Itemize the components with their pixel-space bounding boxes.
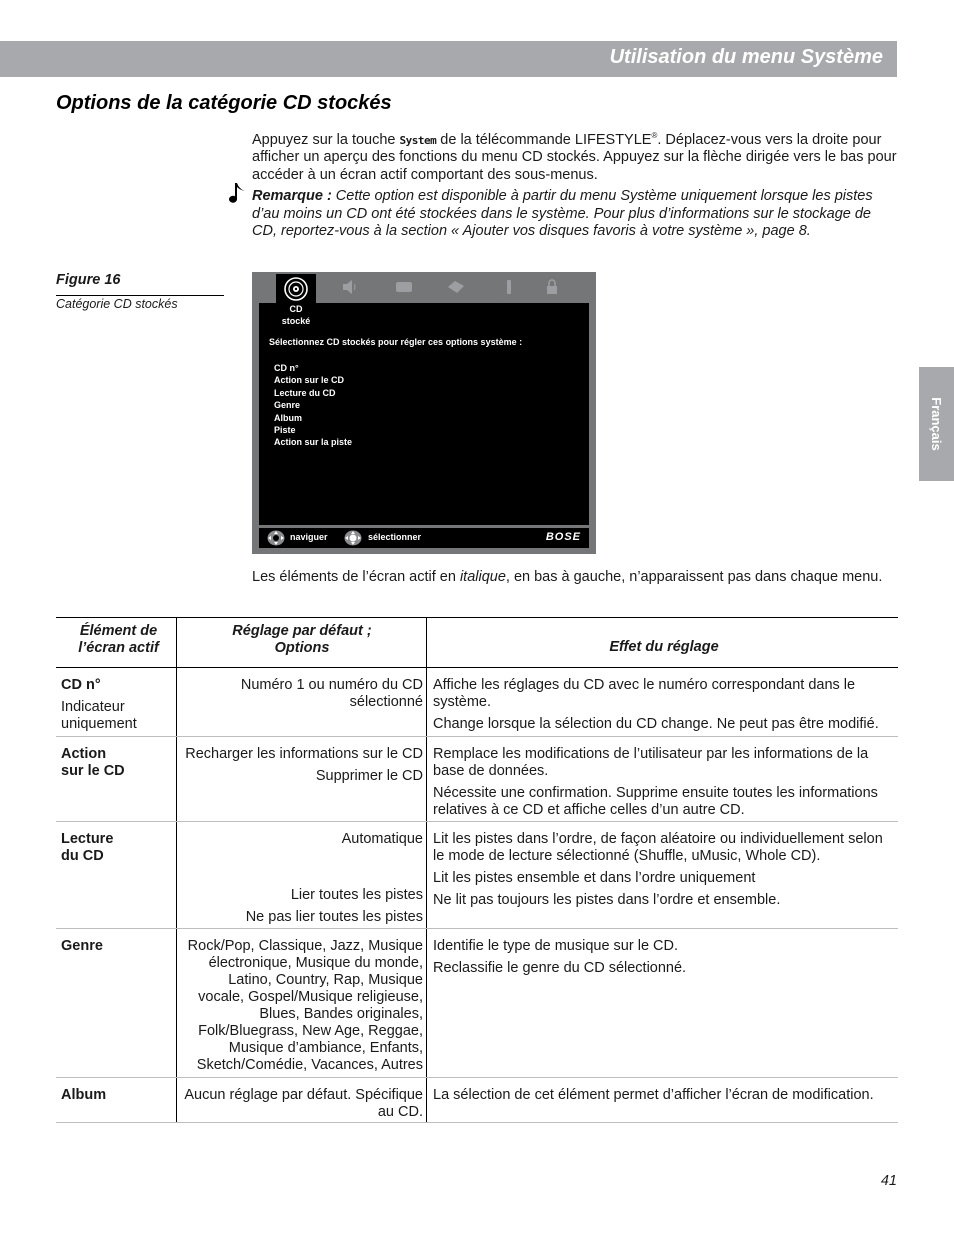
table-header-row xyxy=(56,617,898,668)
screen-menu-item: Genre xyxy=(274,400,301,411)
header-col-effect: Effet du réglage xyxy=(609,639,719,655)
side-tab-label: Français xyxy=(929,397,944,451)
tab-cd-stocke xyxy=(276,274,316,303)
footer-select-label: sélectionner xyxy=(368,532,422,542)
table-row: Action sur le CD Recharger les informations sur le CD Supprimer le CD Remplace les modifications de l’utilisateur par les informations de la base de données. Nécessite une confirmation. Supprime ensuite toutes les informations relatives à ce CD et affiche celles d’un autre CD. xyxy=(56,737,898,822)
music-note-icon xyxy=(229,182,249,206)
table-row: Genre Rock/Pop, Classique, Jazz, Musique électronique, Musique du monde, Latino, Country, Rap, Musique vocale, Gospel/Musique religieuse, Blues, Bandes originales, Folk/Bluegrass, New Age, Reggae, Musique d’ambiance, Enfants, Sketch/Comédie, Vacances, Autres Identifie le type de musique sur le CD. Reclassifie le genre du CD sélectionné. xyxy=(56,929,898,1078)
screen-menu-item: Lecture du CD xyxy=(274,387,336,398)
page-number: 41 xyxy=(880,1173,897,1189)
select-pad-icon xyxy=(344,530,362,546)
tv-screen-figure xyxy=(252,272,596,554)
after-figure-paragraph: Les éléments de l’écran actif en italique, en bas à gauche, n’apparaissent pas dans chaque menu. xyxy=(252,569,883,585)
tag-icon xyxy=(446,279,466,295)
header-col-element: Élément de l’écran actif xyxy=(56,618,177,667)
figure-rule xyxy=(56,295,224,296)
table-row: CD n° Indicateur uniquement Numéro 1 ou numéro du CD sélectionné Affiche les réglages du CD avec le numéro correspondant dans le système. Change lorsque la sélection du CD change. Ne peut pas être modifié. xyxy=(56,668,898,737)
table-row: Album Aucun réglage par défaut. Spécifique au CD. La sélection de cet élément permet d’afficher l’écran de modification. xyxy=(56,1078,898,1123)
intro-paragraph: Appuyez sur la touche System de la télécommande LIFESTYLE®. Déplacez-vous vers la droite pour afficher un aperçu des fonctions du menu CD stockés. Appuyez sur la flèche dirigée vers le bas pour accéder à un écran actif comportant des sous-menus. xyxy=(252,131,897,183)
figure-label: Figure 16 xyxy=(56,272,121,288)
note-paragraph: Remarque : Cette option est disponible à partir du menu Système uniquement lorsque les pistes d’au moins un CD ont été stockées dans le système. Pour plus d’informations sur le stockage de CD, reportez-vous à la section « Ajouter vos disques favoris à votre système », page 8. xyxy=(252,188,873,239)
speaker-icon xyxy=(340,279,360,295)
lock-icon xyxy=(542,279,562,295)
figure-caption: Catégorie CD stockés xyxy=(56,297,178,311)
page-header-title: Utilisation du menu Système xyxy=(609,46,883,68)
screen-menu-item: CD n° xyxy=(274,363,299,373)
settings-table xyxy=(56,617,898,1123)
system-key-label: System xyxy=(399,133,437,147)
footer-navigate-label: naviguer xyxy=(290,532,328,542)
bose-logo: BOSE xyxy=(545,531,581,543)
screen-menu-item: Action sur le CD xyxy=(274,375,345,386)
screen-menu-item: Piste xyxy=(274,425,296,436)
screen-menu-item: Album xyxy=(274,412,302,423)
navigate-pad-icon xyxy=(267,530,285,546)
cd-icon xyxy=(284,277,308,301)
category-tab-bar xyxy=(252,272,596,303)
note-label: Remarque : xyxy=(252,188,332,204)
screen-menu-item: Action sur la piste xyxy=(274,437,353,448)
screen-prompt: Sélectionnez CD stockés pour régler ces options système : xyxy=(269,337,523,347)
display-icon xyxy=(394,279,414,295)
tab-label: CD stocké xyxy=(281,304,311,326)
header-col-default: Réglage par défaut ; Options xyxy=(177,618,427,667)
screen-footer xyxy=(259,528,589,548)
screen-menu-list xyxy=(274,362,352,449)
section-title: Options de la catégorie CD stockés xyxy=(56,92,392,114)
table-row: Lecture du CD Automatique Lier toutes les pistes Ne pas lier toutes les pistes Lit les pistes dans l’ordre, de façon aléatoire ou individuellement selon le mode de lecture sélectionné (Shuffle, uMusic, Whole CD). Lit les pistes ensemble et dans l’ordre uniquement Ne lit pas toujours les pistes dans l’ordre et ensemble. xyxy=(56,822,898,929)
language-side-tab xyxy=(919,367,954,481)
remote-icon xyxy=(499,279,519,295)
